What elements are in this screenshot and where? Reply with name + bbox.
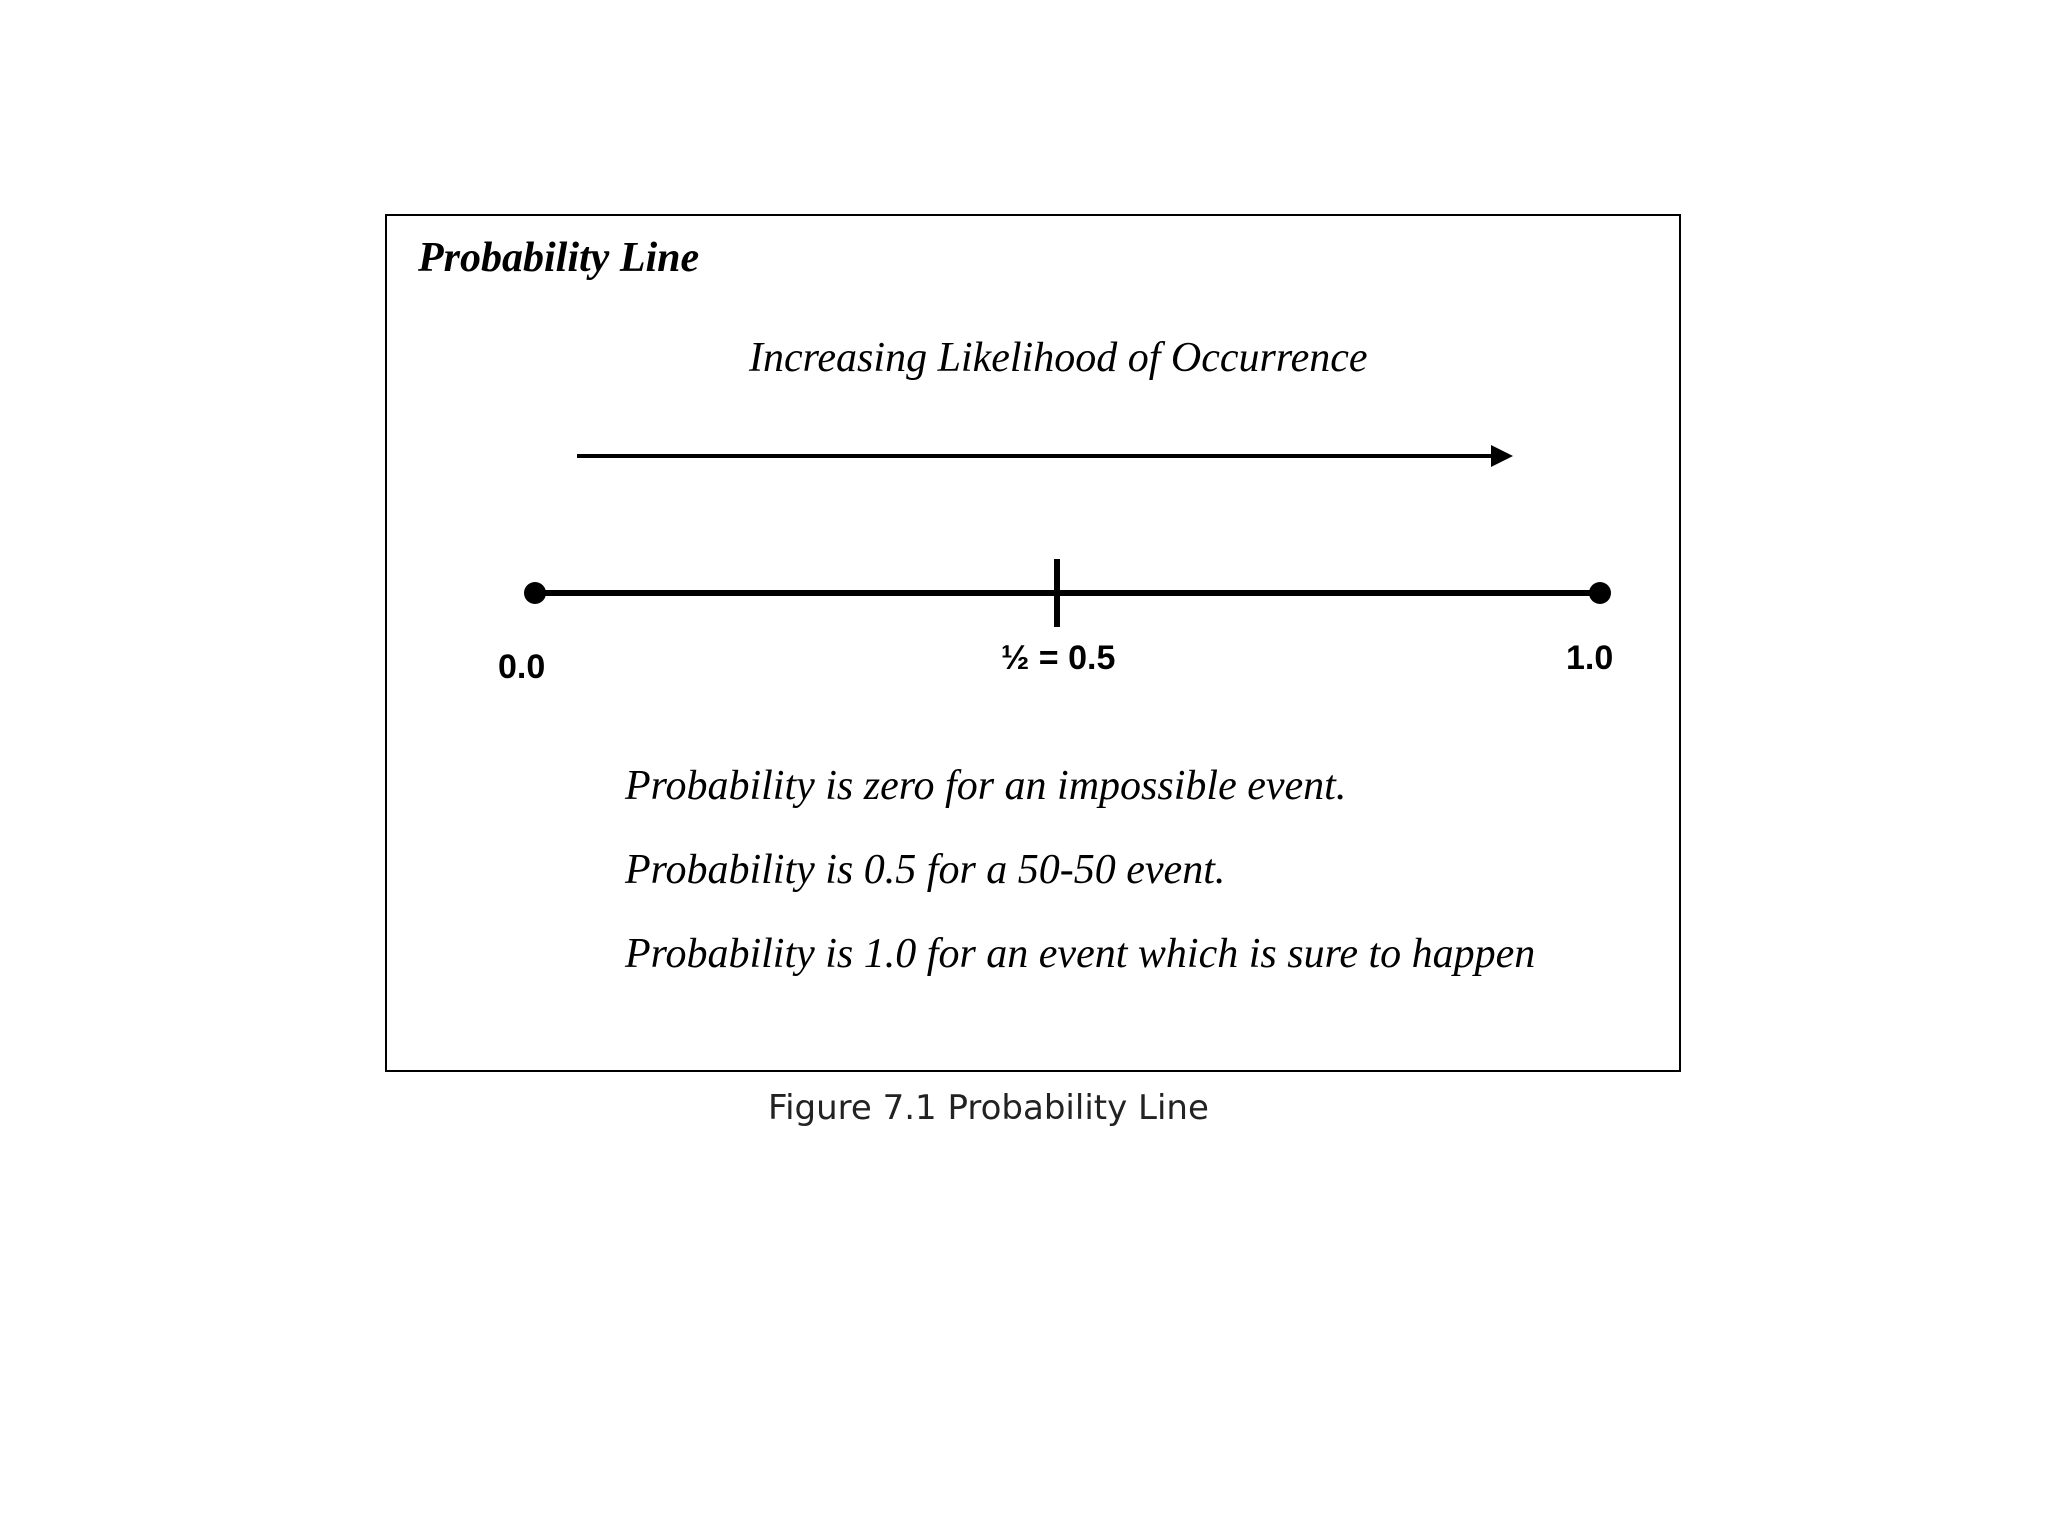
direction-label: Increasing Likelihood of Occurrence xyxy=(749,335,1368,381)
probability-line-figure xyxy=(385,214,1681,1072)
statement-impossible: Probability is zero for an impossible event. xyxy=(625,763,1347,809)
endpoint-zero xyxy=(524,582,546,604)
statement-certain: Probability is 1.0 for an event which is sure to happen xyxy=(625,931,1536,977)
endpoint-one xyxy=(1589,582,1611,604)
probability-statements xyxy=(625,744,1535,996)
tick-label-one: 1.0 xyxy=(1566,639,1614,677)
direction-arrow-head-icon xyxy=(1491,445,1513,467)
figure-caption: Figure 7.1 Probability Line xyxy=(768,1088,1209,1128)
figure-title: Probability Line xyxy=(418,235,700,281)
tick-label-zero: 0.0 xyxy=(498,648,546,686)
tick-label-half: ½ = 0.5 xyxy=(1001,639,1116,677)
statement-fifty-fifty: Probability is 0.5 for a 50-50 event. xyxy=(625,847,1226,893)
